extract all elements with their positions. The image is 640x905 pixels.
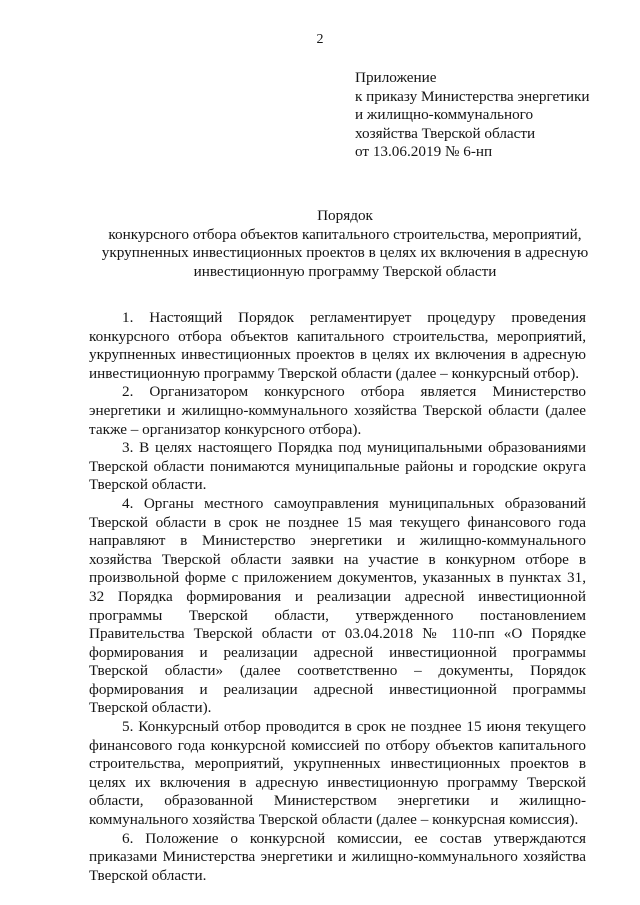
title-line: Порядок	[317, 207, 373, 224]
appendix-line: Приложение	[355, 69, 437, 86]
paragraph-2: 2. Организатором конкурсного отбора является Министерство энергетики и жилищно-коммунального хозяйства Тверской области (далее также – организатор конкурсного отбора).	[89, 383, 586, 438]
appendix-line: от 13.06.2019 № 6-нп	[355, 143, 493, 161]
appendix-header	[355, 69, 625, 162]
paragraph-1: 1. Настоящий Порядок регламентирует процедуру проведения конкурсного отбора объектов капитального строительства, мероприятий, укрупненных инвестиционных проектов в целях их включения в адресную инвестиционную программу Тверской области (далее – конкурсный отбор).	[89, 309, 586, 382]
paragraph-6: 6. Положение о конкурсной комиссии, ее состав утверждаются приказами Министерства энергетики и жилищно-коммунального хозяйства Тверской области.	[89, 829, 586, 884]
title-line: укрупненных инвестиционных проектов в целях их включения в адресную	[101, 244, 589, 262]
paragraph-4: 4. Органы местного самоуправления муниципальных образований Тверской области в срок не позднее 15 мая текущего финансового года направляют в Министерство энергетики и жилищно-коммунального хозяйства Тверской области заявки на участие в конкурном отборе в произвольной форме с приложением документов, указанных в пунктах 31, 32 Порядка формирования и реализации адресной инвестиционной программы Тверской области, утвержденного постановлением Правительства Тверской области от 03.04.2018 № 110-пп «О Порядке формирования и реализации адресной инвестиционной программы Тверской области» (далее соответственно – документы, Порядок формирования и реализации адресной инвестиционной программы Тверской области).	[89, 494, 586, 717]
appendix-line: и жилищно-коммунального	[355, 106, 534, 124]
paragraph-5: 5. Конкурсный отбор проводится в срок не позднее 15 июня текущего финансового года конкурсной комиссией по отбору объектов капитального строительства, мероприятий, укрупненных инвестиционных проектов в целях их включения в адресную инвестиционную программу Тверской области, образованной Министерством энергетики и жилищно-коммунального хозяйства Тверской области (далее – конкурсная комиссия).	[89, 718, 586, 829]
page-number: 2	[316, 32, 324, 47]
title-line: инвестиционную программу Тверской области	[193, 262, 497, 280]
appendix-line: хозяйства Тверской области	[355, 124, 536, 142]
appendix-line: к приказу Министерства энергетики	[355, 87, 590, 105]
title-line: конкурсного отбора объектов капитального строительства, мероприятий,	[108, 225, 582, 243]
paragraph-3: 3. В целях настоящего Порядка под муниципальными образованиями Тверской области понимаются муниципальные районы и городские округа Тверской области.	[89, 439, 586, 494]
document-title	[95, 207, 595, 281]
document-body	[89, 309, 586, 885]
